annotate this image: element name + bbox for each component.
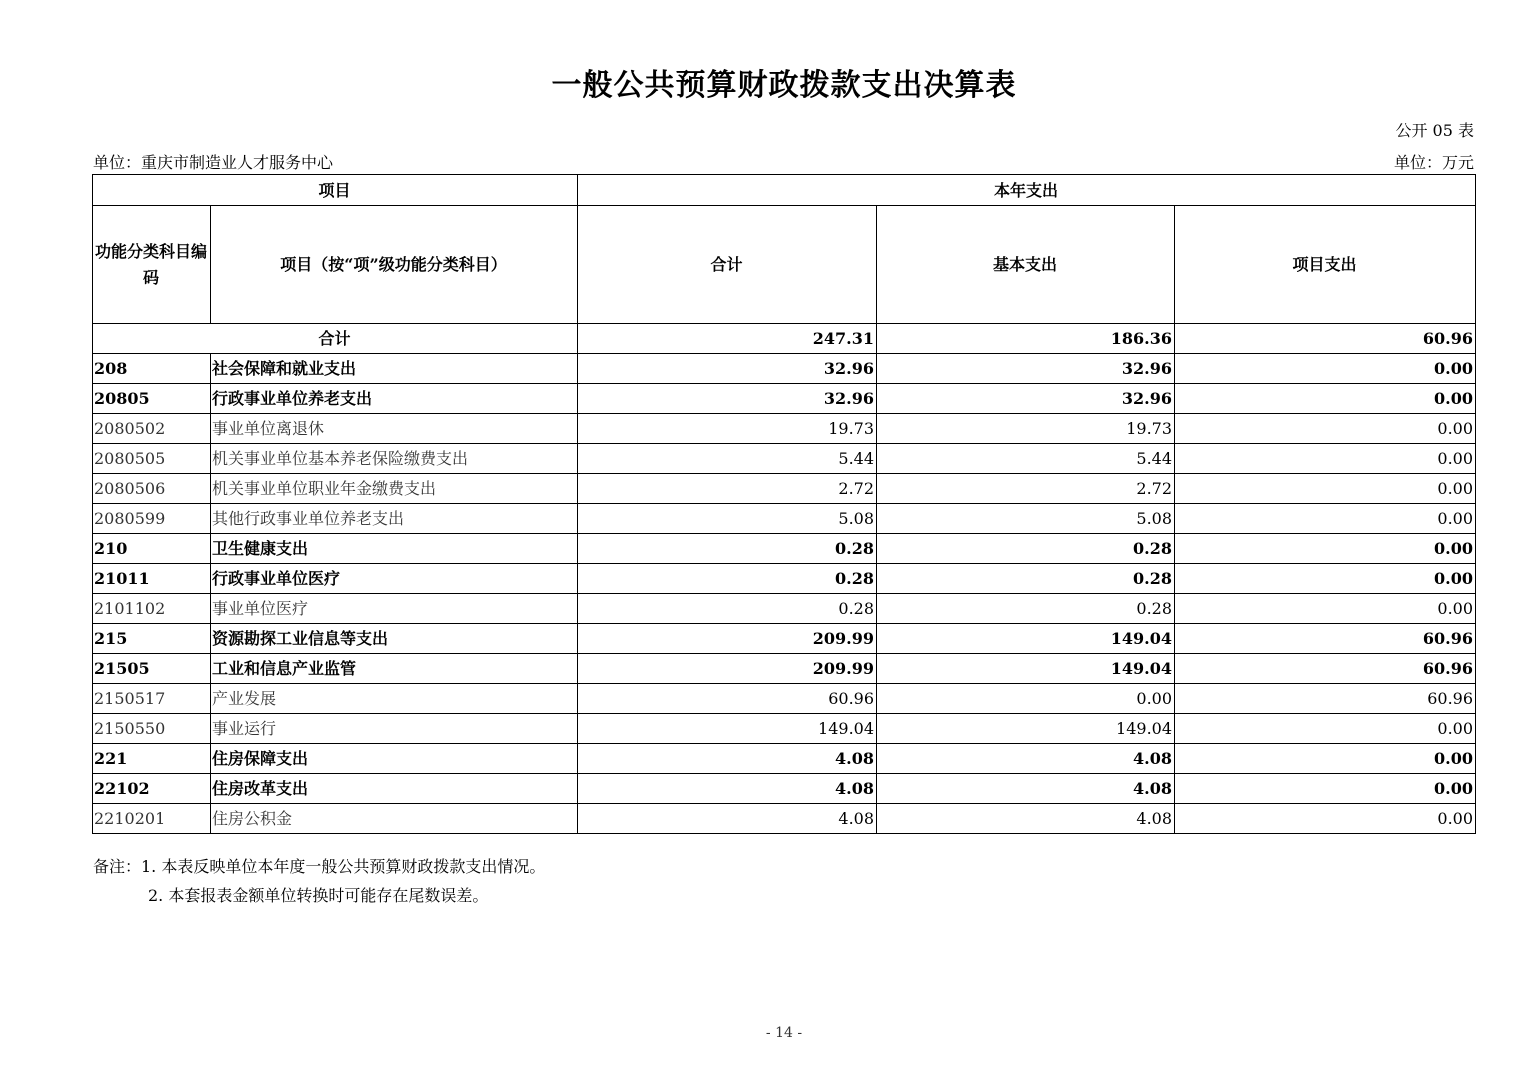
cell-name: 住房保障支出 (211, 744, 578, 774)
cell-basic: 4.08 (877, 774, 1175, 804)
cell-code: 2080599 (93, 504, 211, 534)
cell-name: 机关事业单位基本养老保险缴费支出 (211, 444, 578, 474)
cell-code: 2150517 (93, 684, 211, 714)
cell-total: 4.08 (578, 744, 877, 774)
cell-code: 208 (93, 354, 211, 384)
header-basic: 基本支出 (877, 206, 1175, 324)
cell-name: 卫生健康支出 (211, 534, 578, 564)
table-row (93, 384, 1476, 414)
cell-total: 5.08 (578, 504, 877, 534)
cell-basic: 32.96 (877, 384, 1175, 414)
cell-project: 0.00 (1175, 594, 1476, 624)
table-row (93, 774, 1476, 804)
table-row (93, 474, 1476, 504)
cell-total: 4.08 (578, 804, 877, 834)
cell-basic: 32.96 (877, 354, 1175, 384)
cell-name: 社会保障和就业支出 (211, 354, 578, 384)
table-row (93, 354, 1476, 384)
cell-basic: 5.08 (877, 504, 1175, 534)
cell-name: 机关事业单位职业年金缴费支出 (211, 474, 578, 504)
cell-basic: 2.72 (877, 474, 1175, 504)
header-year-expenditure-group: 本年支出 (578, 175, 1476, 206)
table-row (93, 714, 1476, 744)
cell-total: 32.96 (578, 354, 877, 384)
unit-currency-label: 单位：万元 (1393, 153, 1474, 172)
cell-total: 5.44 (578, 444, 877, 474)
cell-total: 60.96 (578, 684, 877, 714)
cell-total: 0.28 (578, 594, 877, 624)
total-basic: 186.36 (877, 324, 1175, 354)
cell-total: 0.28 (578, 564, 877, 594)
cell-code: 2080506 (93, 474, 211, 504)
table-row (93, 654, 1476, 684)
table-row (93, 594, 1476, 624)
notes (93, 852, 545, 910)
cell-name: 产业发展 (211, 684, 578, 714)
header-name: 项目（按“项”级功能分类科目） (211, 206, 578, 324)
cell-code: 210 (93, 534, 211, 564)
cell-code: 215 (93, 624, 211, 654)
cell-name: 事业单位离退休 (211, 414, 578, 444)
cell-total: 4.08 (578, 774, 877, 804)
cell-total: 2.72 (578, 474, 877, 504)
header-item-group: 项目 (93, 175, 578, 206)
cell-project: 60.96 (1175, 624, 1476, 654)
table-row (93, 504, 1476, 534)
header-total: 合计 (578, 206, 877, 324)
unit-organization-label: 单位：重庆市制造业人才服务中心 (93, 153, 334, 172)
header-code: 功能分类科目编码 (93, 206, 211, 324)
total-project: 60.96 (1175, 324, 1476, 354)
cell-basic: 149.04 (877, 714, 1175, 744)
cell-code: 2150550 (93, 714, 211, 744)
cell-project: 0.00 (1175, 444, 1476, 474)
table-header-group-row (93, 175, 1476, 206)
page-number: - 14 - (765, 1025, 803, 1041)
cell-code: 22102 (93, 774, 211, 804)
cell-code: 2080505 (93, 444, 211, 474)
cell-code: 2101102 (93, 594, 211, 624)
total-label: 合计 (93, 324, 578, 354)
cell-name: 住房公积金 (211, 804, 578, 834)
cell-project: 0.00 (1175, 414, 1476, 444)
cell-project: 0.00 (1175, 474, 1476, 504)
cell-basic: 0.00 (877, 684, 1175, 714)
cell-basic: 149.04 (877, 624, 1175, 654)
cell-name: 事业单位医疗 (211, 594, 578, 624)
cell-name: 其他行政事业单位养老支出 (211, 504, 578, 534)
cell-project: 0.00 (1175, 534, 1476, 564)
cell-basic: 4.08 (877, 804, 1175, 834)
table-row (93, 624, 1476, 654)
cell-name: 行政事业单位养老支出 (211, 384, 578, 414)
cell-project: 60.96 (1175, 684, 1476, 714)
cell-name: 工业和信息产业监管 (211, 654, 578, 684)
table-row (93, 444, 1476, 474)
expenditure-table (92, 174, 1476, 834)
total-total: 247.31 (578, 324, 877, 354)
cell-basic: 5.44 (877, 444, 1175, 474)
cell-basic: 4.08 (877, 744, 1175, 774)
cell-name: 行政事业单位医疗 (211, 564, 578, 594)
cell-project: 0.00 (1175, 714, 1476, 744)
cell-basic: 19.73 (877, 414, 1175, 444)
cell-total: 0.28 (578, 534, 877, 564)
cell-code: 2080502 (93, 414, 211, 444)
header-project: 项目支出 (1175, 206, 1476, 324)
cell-total: 209.99 (578, 624, 877, 654)
cell-code: 221 (93, 744, 211, 774)
table-row (93, 534, 1476, 564)
cell-code: 21505 (93, 654, 211, 684)
table-row (93, 684, 1476, 714)
cell-total: 209.99 (578, 654, 877, 684)
note-line-2: 2. 本套报表金额单位转换时可能存在尾数误差。 (148, 886, 489, 905)
cell-project: 0.00 (1175, 354, 1476, 384)
table-row (93, 744, 1476, 774)
cell-total: 32.96 (578, 384, 877, 414)
cell-code: 21011 (93, 564, 211, 594)
cell-project: 0.00 (1175, 564, 1476, 594)
page-title: 一般公共预算财政拨款支出决算表 (551, 68, 1017, 103)
cell-code: 2210201 (93, 804, 211, 834)
cell-project: 0.00 (1175, 504, 1476, 534)
cell-total: 19.73 (578, 414, 877, 444)
note-line-1: 备注：1. 本表反映单位本年度一般公共预算财政拨款支出情况。 (93, 857, 546, 876)
table-header-row (93, 206, 1476, 324)
cell-code: 20805 (93, 384, 211, 414)
table-row (93, 564, 1476, 594)
cell-basic: 149.04 (877, 654, 1175, 684)
form-code-label: 公开 05 表 (1395, 121, 1474, 140)
cell-total: 149.04 (578, 714, 877, 744)
cell-name: 资源勘探工业信息等支出 (211, 624, 578, 654)
cell-basic: 0.28 (877, 594, 1175, 624)
table-row (93, 804, 1476, 834)
total-row (93, 324, 1476, 354)
table-row (93, 414, 1476, 444)
cell-basic: 0.28 (877, 534, 1175, 564)
cell-project: 0.00 (1175, 804, 1476, 834)
cell-project: 0.00 (1175, 384, 1476, 414)
cell-project: 0.00 (1175, 774, 1476, 804)
cell-name: 事业运行 (211, 714, 578, 744)
cell-basic: 0.28 (877, 564, 1175, 594)
cell-project: 0.00 (1175, 744, 1476, 774)
cell-project: 60.96 (1175, 654, 1476, 684)
cell-name: 住房改革支出 (211, 774, 578, 804)
